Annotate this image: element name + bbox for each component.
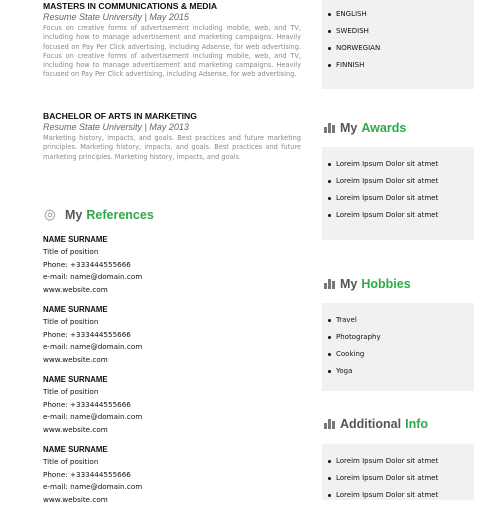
- additional-info-panel: [322, 444, 474, 500]
- reference-email: e-mail: name@domain.com: [43, 412, 143, 422]
- additional-info-heading: [324, 417, 428, 431]
- reference-phone: Phone: +333444555666: [43, 259, 131, 269]
- additional-info-list: [322, 444, 474, 504]
- references-heading: [43, 208, 154, 222]
- heading-title: Info: [405, 417, 429, 431]
- reference-email: e-mail: name@domain.com: [43, 482, 143, 492]
- reference-name: NAME SURNAME: [43, 445, 108, 454]
- reference-position: Title of position: [43, 457, 99, 467]
- languages-list: [322, 0, 474, 74]
- right-column: [322, 0, 474, 500]
- reference-website: www.website.com: [43, 424, 108, 434]
- list-item: Loreim Ipsum Dolor sit atmet: [322, 487, 474, 504]
- awards-panel: [322, 147, 474, 240]
- degree-description: Focus on creative forms of advertisement including mobile, web, and TV, including how to manage advertisement and marketing campaigns. Heavily focused on Pay Per Click advertising, including Adsense, for web advertising. Focus on creative forms of advertisement including mobile, web, and TV, including how to manage advertisement and marketing campaigns. Heavily focused on Pay Per Click advertising, including Adsense, for web advertising.: [43, 24, 301, 79]
- heading-prefix: Additional: [340, 417, 402, 431]
- list-item: Travel: [322, 312, 474, 329]
- reference-entry: [43, 374, 142, 436]
- awards-list: [322, 147, 474, 224]
- hobbies-list: [322, 303, 474, 380]
- list-item: Loreim Ipsum Dolor sit atmet: [322, 207, 474, 224]
- hobbies-heading: [324, 277, 411, 291]
- reference-website: www.website.com: [43, 284, 108, 294]
- bar-chart-icon: [324, 279, 336, 289]
- reference-name: NAME SURNAME: [43, 235, 108, 244]
- school-date: Resume State University | May 2015: [43, 12, 189, 22]
- reference-position: Title of position: [43, 317, 99, 327]
- heading-prefix: My: [340, 121, 358, 135]
- reference-position: Title of position: [43, 387, 99, 397]
- reference-entry: [43, 444, 142, 506]
- heading-title: References: [86, 208, 154, 222]
- list-item: Cooking: [322, 346, 474, 363]
- reference-website: www.website.com: [43, 494, 108, 504]
- reference-phone: Phone: +333444555666: [43, 469, 131, 479]
- heading-title: Awards: [361, 121, 407, 135]
- heading-title: Hobbies: [361, 277, 411, 291]
- hobbies-panel: [322, 303, 474, 391]
- list-item: FINNISH: [322, 57, 474, 74]
- reference-phone: Phone: +333444555666: [43, 399, 131, 409]
- list-item: ENGLISH: [322, 6, 474, 23]
- list-item: Loreim Ipsum Dolor sit atmet: [322, 470, 474, 487]
- gear-icon: [43, 208, 57, 222]
- reference-position: Title of position: [43, 247, 99, 257]
- degree-title: BACHELOR OF ARTS IN MARKETING: [43, 111, 197, 121]
- degree-description: Marketing history, impacts, and goals. Best practices and future marketing principles. Marketing history, impacts, and goals. Best practices and future marketing principles. Marketing history, impacts, and goals.: [43, 134, 301, 161]
- reference-email: e-mail: name@domain.com: [43, 342, 143, 352]
- list-item: Yoga: [322, 363, 474, 380]
- languages-panel: [322, 0, 474, 89]
- list-item: Loreim Ipsum Dolor sit atmet: [322, 173, 474, 190]
- list-item: SWEDISH: [322, 23, 474, 40]
- reference-entry: [43, 234, 142, 296]
- education-entry: [43, 1, 301, 80]
- reference-name: NAME SURNAME: [43, 305, 108, 314]
- bar-chart-icon: [324, 123, 336, 133]
- heading-prefix: My: [340, 277, 358, 291]
- reference-entry: [43, 304, 142, 366]
- reference-email: e-mail: name@domain.com: [43, 272, 143, 282]
- list-item: Photography: [322, 329, 474, 346]
- list-item: Loreim Ipsum Dolor sit atmet: [322, 453, 474, 470]
- reference-phone: Phone: +333444555666: [43, 329, 131, 339]
- awards-heading: [324, 121, 406, 135]
- list-item: Loreim Ipsum Dolor sit atmet: [322, 156, 474, 173]
- school-date: Resume State University | May 2013: [43, 122, 189, 132]
- degree-title: MASTERS IN COMMUNICATIONS & MEDIA: [43, 1, 218, 11]
- list-item: Loreim Ipsum Dolor sit atmet: [322, 190, 474, 207]
- heading-prefix: My: [65, 208, 83, 222]
- reference-website: www.website.com: [43, 354, 108, 364]
- reference-name: NAME SURNAME: [43, 375, 108, 384]
- bar-chart-icon: [324, 419, 336, 429]
- education-entry: [43, 111, 301, 162]
- list-item: NORWEGIAN: [322, 40, 474, 57]
